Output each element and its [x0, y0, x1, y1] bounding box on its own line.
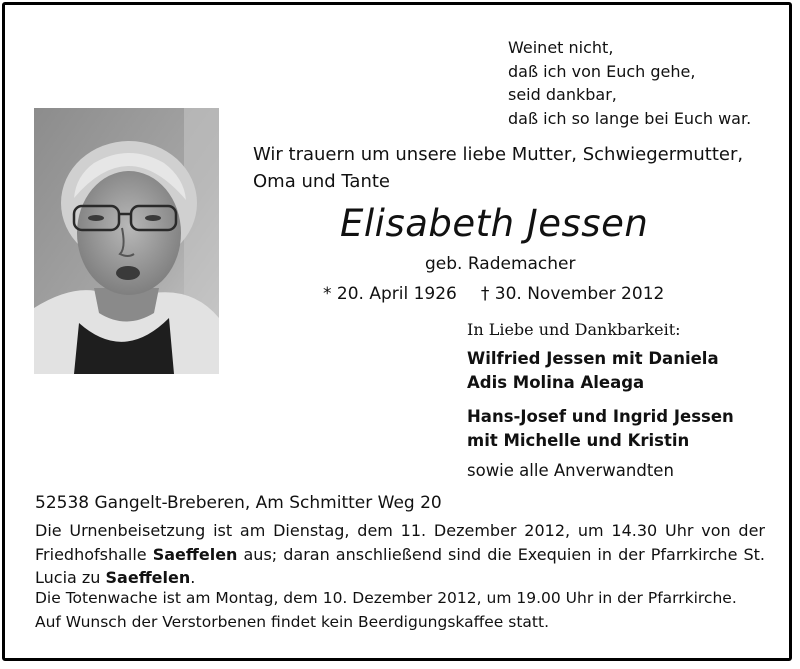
intro-line: Wir trauern um unsere liebe Mutter, Schwiegermutter,: [253, 144, 744, 165]
funeral-text: aus; daran anschließend sind die Exequien in der Pfarrkirche St. Lucia zu: [35, 544, 765, 587]
mourner-line: Hans-Josef und Ingrid Jessen: [467, 407, 734, 426]
mourner-line: Wilfried Jessen mit Daniela: [467, 349, 719, 368]
place-name: Saeffelen: [152, 544, 238, 564]
coffee-note: Auf Wunsch der Verstorbenen findet kein Beerdigungskaffee statt.: [35, 613, 550, 631]
poem: [508, 36, 751, 130]
deceased-name: Elisabeth Jessen: [340, 202, 649, 245]
funeral-text: Die Urnenbeisetzung ist am Dienstag, dem 11. Dezember 2012, um 14.30 Uhr von der Friedhofshalle: [35, 521, 765, 564]
mourner-group: [467, 405, 734, 453]
poem-line: seid dankbar,: [508, 85, 617, 104]
wake-info: Die Totenwache ist am Montag, dem 10. Dezember 2012, um 19.00 Uhr in der Pfarrkirche.: [35, 589, 737, 607]
address: 52538 Gangelt-Breberen, Am Schmitter Weg 20: [35, 493, 442, 513]
mourner-group: [467, 347, 719, 395]
intro-text: [253, 141, 743, 195]
mourner-line: mit Michelle und Kristin: [467, 431, 690, 450]
death-date: † 30. November 2012: [480, 284, 665, 304]
place-name: Saeffelen: [105, 568, 191, 587]
birth-name: geb. Rademacher: [425, 254, 576, 274]
life-dates: [323, 284, 664, 304]
birth-date: * 20. April 1926: [323, 284, 457, 304]
mourners-intro: In Liebe und Dankbarkeit:: [467, 320, 681, 339]
poem-line: daß ich so lange bei Euch war.: [508, 108, 752, 128]
portrait-photo: [34, 108, 219, 374]
funeral-info: [35, 519, 765, 590]
other-relatives: sowie alle Anverwandten: [467, 461, 674, 480]
funeral-text: .: [190, 568, 196, 587]
poem-line: daß ich von Euch gehe,: [508, 61, 696, 81]
mourner-line: Adis Molina Aleaga: [467, 373, 645, 392]
poem-line: Weinet nicht,: [508, 38, 614, 57]
intro-line: Oma und Tante: [253, 171, 391, 192]
